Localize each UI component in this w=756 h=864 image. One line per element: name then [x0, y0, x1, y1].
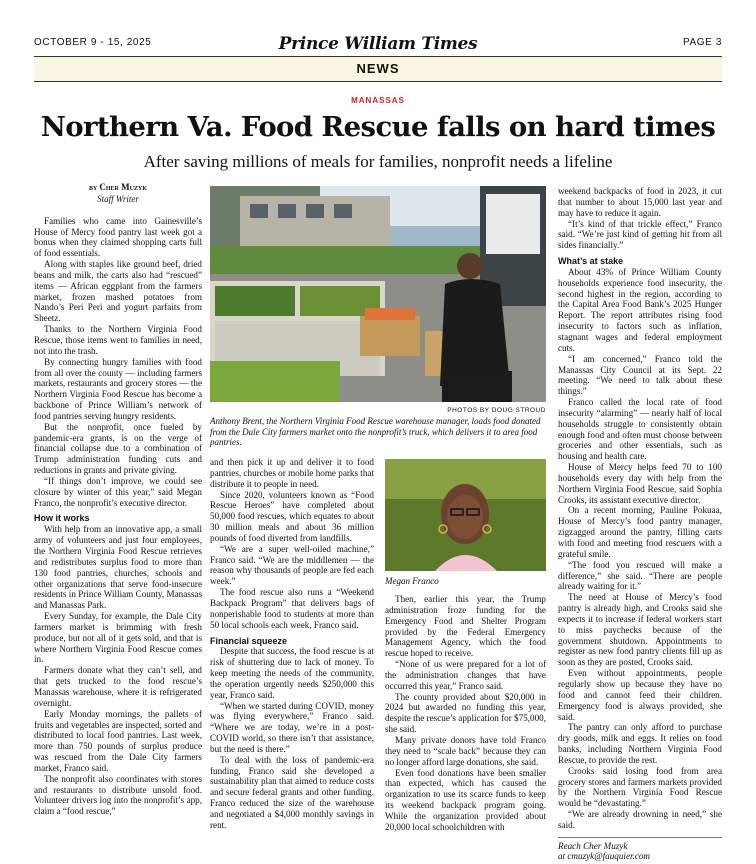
page-header: [34, 34, 722, 54]
photo-caption: Anthony Brent, the Northern Virginia Food Rescue warehouse manager, loads food donated from the Dale City farmers market onto the nonprofit’s truck, which delivers it to area food pantries.: [210, 416, 541, 447]
headline: Northern Va. Food Rescue falls on hard times: [40, 111, 716, 143]
paragraph: Despite that success, the food rescue is at risk of shuttering due to lack of money. To keep meeting the needs of the community, the operation urgently needs $250,000 this year, Franco said.: [210, 646, 374, 700]
paragraph: Every Sunday, for example, the Dale City farmers market is brimming with fresh produce, but not all of it gets sold, and that is where Northern Virginia Food Rescue comes in.: [34, 611, 202, 665]
photo-credit: PHOTOS BY DOUG STROUD: [447, 407, 546, 414]
byline-by: by: [89, 183, 98, 192]
reach-author: [558, 837, 722, 862]
paragraph: But the nonprofit, once fueled by pandemic-era grants, is on the verge of financial collapse due to a combination of Trump administration funding cuts and reductions in grants and private giving.: [34, 421, 202, 476]
paragraph: The pantry can only afford to purchase dry goods, milk and eggs. It relies on food banks, including Northern Virginia Food Rescue, to provide the rest.: [558, 722, 722, 765]
paragraph: Even without appointments, people regularly show up because they have no food and cannot feed their children. Emergency food is always provided, she said.: [558, 668, 722, 722]
column-1b-text: [34, 524, 202, 817]
page-number: PAGE 3: [683, 37, 722, 48]
main-photo-image: [210, 186, 546, 402]
column-3-text: [385, 594, 546, 833]
column-2: [210, 457, 374, 831]
paragraph: Franco called the local rate of food insecurity “alarming” — nearly half of local households struggle to consistently obtain enough food and often must choose between groceries and other essentials, such as housing and health care.: [558, 397, 722, 462]
paragraph: By connecting hungry families with food from all over the county — including farmers markets, restaurants and grocery stores — the Northern Virginia Food Rescue has become a backbone of Prince William’s network of food pantries serving hungry residents.: [34, 356, 202, 421]
paragraph: Since 2020, volunteers known as “Food Rescue Heroes” have completed about 50,000 food rescues, which equates to about 30 million meals and about 36 million pounds of food diverted from landfills.: [210, 489, 374, 543]
paragraph: “None of us were prepared for a lot of the administration changes that have occurred this year,” Franco said.: [385, 659, 546, 691]
paragraph: and then pick it up and deliver it to food pantries, churches or mobile home parks that distribute it to people in need.: [210, 457, 374, 489]
column-1-text: [34, 216, 202, 509]
paragraph: With help from an innovative app, a small army of volunteers and just four employees, the Northern Virginia Food Rescue retrieves and redistributes surplus food to more than 130 food pantries, churches, schools and other organizations that serve food-insecure residents in Prince William County, Manassas and Manassas Park.: [34, 524, 202, 611]
paragraph: Thanks to the Northern Virginia Food Rescue, those items went to families in need, not into the trash.: [34, 324, 202, 356]
paragraph: On a recent morning, Pauline Pokuaa, House of Mercy’s food pantry manager, zigzagged around the pantry, filling carts with food and meeting food rescuers with a grateful smile.: [558, 505, 722, 559]
paragraph: “We are already drowning in need,” she said.: [558, 809, 722, 830]
paragraph: The need at House of Mercy’s food pantry is already high, and Crooks said she expects it to increase if federal workers start to miss paychecks because of the government shutdown. Appointments to register as new food pantry clients fill up as soon as they are posted, Crooks said.: [558, 592, 722, 668]
column-2b-text: [210, 646, 374, 830]
byline-name: Cher Muzyk: [99, 182, 147, 192]
portrait-image: [385, 459, 546, 571]
byline-role-line: [34, 194, 202, 206]
subhead-whats-at-stake: What’s at stake: [558, 256, 624, 267]
reach-line-2: at cmuzyk@fauquier.com: [558, 851, 651, 862]
paragraph: “We are a super well-oiled machine,” Franco said. “We are the middlemen — the reason why thousands of people are fed each week.”: [210, 543, 374, 587]
column-4: [558, 186, 722, 862]
paragraph: The county provided about $20,000 in 2024 but awarded no funding this year, despite the rescue’s application for $75,000, she said.: [385, 691, 546, 735]
paragraph: Along with staples like ground beef, dried beans and milk, the carts also had “rescued” items — African eggplant from the farmers market, frozen mashed potatoes from Nando’s Peri Peri and yogurt parfaits from Sheetz.: [34, 259, 202, 324]
paragraph: “The food you rescued will make a difference,” she said. “There are people already waiting for it.”: [558, 559, 722, 592]
paragraph: “If things don’t improve, we could see closure by winter of this year,” said Megan Franco, the nonprofit’s executive director.: [34, 475, 202, 508]
paragraph: To deal with the loss of pandemic-era funding, Franco said she developed a sustainability plan that aimed to reduce costs and secure federal grants and other funding. Franco reduced the size of the warehouse and negotiated a $4,000 monthly savings in rent.: [210, 754, 374, 830]
paragraph: “I am concerned,” Franco told the Manassas City Council at its Sept. 22 meeting. “We need to talk about these things.”: [558, 353, 722, 397]
column-4-text: [558, 186, 722, 251]
column-3: [385, 594, 546, 833]
paragraph: Early Monday mornings, the pallets of fruits and vegetables are inspected, sorted and distributed to local food pantries. Last week, more than 750 pounds of surplus produce was rescued from the Dale City farmers market, Franco said.: [34, 708, 202, 773]
portrait-caption: Megan Franco: [385, 576, 439, 586]
column-4b-text: [558, 267, 722, 831]
paragraph: The nonprofit also coordinates with stores and restaurants to distribute unsold food. Volunteer drivers log into the nonprofit’s app, claim a “food rescue,”: [34, 773, 202, 817]
paragraph: Many private donors have told Franco they need to “scale back” because they can no longer afford large donations, she said.: [385, 734, 546, 767]
kicker: MANASSAS: [351, 96, 405, 105]
byline: [34, 182, 202, 194]
column-1: [34, 182, 202, 817]
paragraph: weekend backpacks of food in 2023, it cut that number to about 15,000 last year and may have to reduce it again.: [558, 186, 722, 218]
column-2-text: [210, 457, 374, 631]
main-photo: [210, 186, 546, 402]
deck: After saving millions of meals for families, nonprofit needs a lifeline: [143, 152, 613, 171]
byline-role: Staff Writer: [97, 193, 139, 204]
masthead-logo: Prince William Times: [278, 34, 478, 54]
paragraph: Farmers donate what they can’t sell, and that gets trucked to the food rescue’s Manassas warehouse, where it is refrigerated overnight.: [34, 665, 202, 708]
paragraph: Then, earlier this year, the Trump administration froze funding for the Emergency Food and Shelter Program provided by the Federal Emergency Management Agency, which the food rescue hoped to receive.: [385, 594, 546, 659]
subhead-how-it-works: How it works: [34, 513, 90, 524]
paragraph: Crooks said losing food from area grocery stores and farmers markets provided by the Northern Virginia Food Rescue would be “devastating.”: [558, 765, 722, 809]
subhead-financial-squeeze: Financial squeeze: [210, 635, 288, 646]
portrait-photo: [385, 459, 546, 571]
paragraph: House of Mercy helps feed 70 to 100 households every day with help from the Northern Virginia Food Rescue, said Sophia Crooks, its assistant executive director.: [558, 462, 722, 505]
paragraph: The food rescue also runs a “Weekend Backpack Program” that delivers bags of nonperishable food to students at more than 50 local schools each week, Franco said.: [210, 587, 374, 630]
paragraph: Families who came into Gainesville’s House of Mercy food pantry last week got a bonus when they claimed shopping carts full of food essentials.: [34, 215, 202, 259]
paragraph: About 43% of Prince William County households experience food insecurity, the second highest in the region, according to the Capital Area Food Bank’s 2025 Hunger Report. The report attributes rising food insecurity to factors such as inflation, stagnant wages and federal employment cuts.: [558, 266, 722, 353]
paragraph: “It’s kind of that trickle effect,” Franco said. “We’re just kind of getting hit from all sides financially.”: [558, 218, 722, 251]
issue-date: OCTOBER 9 - 15, 2025: [34, 37, 152, 48]
section-banner: NEWS: [34, 56, 722, 82]
paragraph: Even food donations have been smaller than expected, which has caused the organization to use its scarce funds to keep its weekend backpack program going. While the organization provided about 20,000 local schoolchildren with: [385, 767, 546, 832]
paragraph: “When we started during COVID, money was flying everywhere,” Franco said. “Where we are today, we’re in a post-COVID world, so there isn’t that assistance, but the need is there.”: [210, 700, 374, 754]
reach-line-1: Reach Cher Muzyk: [558, 840, 628, 851]
